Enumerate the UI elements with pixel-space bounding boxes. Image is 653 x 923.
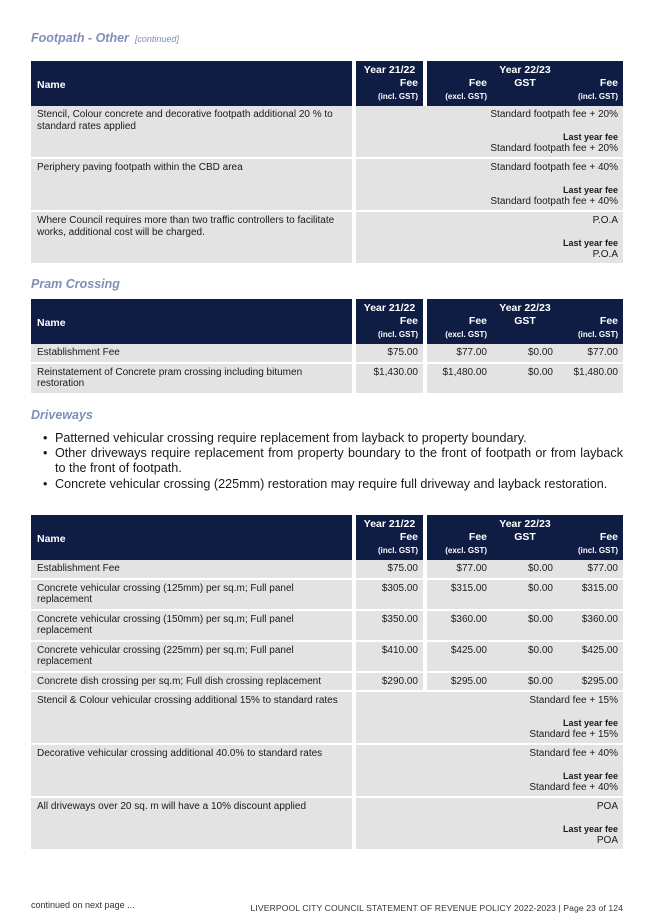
fee-merged-value: POA Last year fee POA — [356, 797, 623, 849]
section-title-text: Footpath - Other — [31, 31, 129, 45]
column-header-year2: Year 22/23 — [427, 515, 623, 531]
table-row — [31, 211, 623, 263]
column-header-gst: GST — [492, 315, 558, 344]
column-header-name: Name — [31, 515, 352, 560]
column-header-fee-incl: Fee (incl. GST) — [558, 531, 623, 560]
table-header-years — [31, 61, 623, 77]
fee-incl: $425.00 — [558, 641, 623, 672]
fee-gst: $0.00 — [492, 363, 558, 393]
table-row — [31, 691, 623, 744]
table-row — [31, 344, 623, 363]
fee-name: Concrete vehicular crossing (150mm) per sq.m; Full panel replacement — [31, 610, 352, 641]
table-row — [31, 672, 623, 692]
table-row — [31, 363, 623, 393]
column-header-y1-fee: Fee (incl. GST) — [356, 77, 423, 106]
fee-y1: $410.00 — [356, 641, 423, 672]
table-row — [31, 106, 623, 158]
column-header-fee-excl: Fee (excl. GST) — [427, 531, 492, 560]
note-item: • Patterned vehicular crossing require replacement from layback to property boundary. — [43, 431, 623, 446]
section-title-pram-crossing: Pram Crossing — [31, 277, 120, 291]
fee-incl: $360.00 — [558, 610, 623, 641]
fee-incl: $77.00 — [558, 344, 623, 363]
column-header-gst: GST — [492, 531, 558, 560]
table-row — [31, 560, 623, 579]
fee-merged-value: Standard footpath fee + 20% Last year fee Standard footpath fee + 20% — [356, 106, 623, 158]
fee-incl: $77.00 — [558, 560, 623, 579]
fee-excl: $295.00 — [427, 672, 492, 692]
fee-y1: $1,430.00 — [356, 363, 423, 393]
fee-name: Concrete vehicular crossing (225mm) per sq.m; Full panel replacement — [31, 641, 352, 672]
fee-merged-value: P.O.A Last year fee P.O.A — [356, 211, 623, 263]
pram-crossing-table — [31, 299, 623, 393]
column-header-year2: Year 22/23 — [427, 299, 623, 315]
page-footer: LIVERPOOL CITY COUNCIL STATEMENT OF REVENUE POLICY 2022-2023 | Page 23 of 124 — [250, 903, 623, 913]
table-row — [31, 579, 623, 610]
fee-excl: $360.00 — [427, 610, 492, 641]
fee-incl: $1,480.00 — [558, 363, 623, 393]
table-header-years — [31, 299, 623, 315]
fee-y1: $75.00 — [356, 344, 423, 363]
table-row — [31, 797, 623, 849]
continued-note: continued on next page ... — [31, 900, 135, 910]
fee-name: All driveways over 20 sq. m will have a 10% discount applied — [31, 797, 352, 849]
column-header-gst: GST — [492, 77, 558, 106]
fee-excl: $77.00 — [427, 560, 492, 579]
fee-incl: $295.00 — [558, 672, 623, 692]
fee-name: Concrete vehicular crossing (125mm) per sq.m; Full panel replacement — [31, 579, 352, 610]
table-row — [31, 744, 623, 797]
fee-excl: $77.00 — [427, 344, 492, 363]
fee-name: Where Council requires more than two traffic controllers to facilitate works, additional cost will be charged. — [31, 211, 352, 263]
column-header-year1: Year 21/22 — [356, 515, 423, 531]
fee-gst: $0.00 — [492, 610, 558, 641]
fee-excl: $425.00 — [427, 641, 492, 672]
column-header-y1-fee: Fee (incl. GST) — [356, 315, 423, 344]
continued-label: [continued] — [134, 34, 179, 44]
fee-name: Periphery paving footpath within the CBD area — [31, 158, 352, 211]
fee-incl: $315.00 — [558, 579, 623, 610]
fee-name: Decorative vehicular crossing additional 40.0% to standard rates — [31, 744, 352, 797]
column-header-y1-fee: Fee (incl. GST) — [356, 531, 423, 560]
fee-name: Establishment Fee — [31, 560, 352, 579]
fee-merged-value: Standard fee + 15% Last year fee Standard fee + 15% — [356, 691, 623, 744]
table-row — [31, 641, 623, 672]
fee-name: Establishment Fee — [31, 344, 352, 363]
column-header-fee-incl: Fee (incl. GST) — [558, 315, 623, 344]
column-header-fee-incl: Fee (incl. GST) — [558, 77, 623, 106]
fee-excl: $315.00 — [427, 579, 492, 610]
fee-name: Stencil, Colour concrete and decorative footpath additional 20 % to standard rates applied — [31, 106, 352, 158]
fee-name: Stencil & Colour vehicular crossing additional 15% to standard rates — [31, 691, 352, 744]
table-row — [31, 610, 623, 641]
fee-merged-value: Standard fee + 40% Last year fee Standard fee + 40% — [356, 744, 623, 797]
fee-y1: $350.00 — [356, 610, 423, 641]
fee-y1: $305.00 — [356, 579, 423, 610]
fee-gst: $0.00 — [492, 579, 558, 610]
driveways-notes — [43, 431, 623, 492]
column-header-fee-excl: Fee (excl. GST) — [427, 315, 492, 344]
footpath-other-table — [31, 61, 623, 263]
column-header-name: Name — [31, 61, 352, 106]
fee-y1: $75.00 — [356, 560, 423, 579]
table-header-years — [31, 515, 623, 531]
fee-gst: $0.00 — [492, 641, 558, 672]
column-header-name: Name — [31, 299, 352, 344]
fee-excl: $1,480.00 — [427, 363, 492, 393]
section-title-footpath-other — [31, 31, 179, 45]
fee-name: Reinstatement of Concrete pram crossing including bitumen restoration — [31, 363, 352, 393]
fee-gst: $0.00 — [492, 672, 558, 692]
note-item: • Concrete vehicular crossing (225mm) restoration may require full driveway and layback restoration. — [43, 477, 623, 492]
fee-y1: $290.00 — [356, 672, 423, 692]
section-title-driveways: Driveways — [31, 408, 93, 422]
column-header-year1: Year 21/22 — [356, 61, 423, 77]
note-item: • Other driveways require replacement from property boundary to the front of footpath or from layback to the front of footpath. — [43, 446, 623, 476]
column-header-year1: Year 21/22 — [356, 299, 423, 315]
column-header-year2: Year 22/23 — [427, 61, 623, 77]
fee-gst: $0.00 — [492, 560, 558, 579]
fee-name: Concrete dish crossing per sq.m; Full dish crossing replacement — [31, 672, 352, 692]
fee-gst: $0.00 — [492, 344, 558, 363]
column-header-fee-excl: Fee (excl. GST) — [427, 77, 492, 106]
driveways-table — [31, 515, 623, 849]
fee-merged-value: Standard footpath fee + 40% Last year fee Standard footpath fee + 40% — [356, 158, 623, 211]
table-row — [31, 158, 623, 211]
